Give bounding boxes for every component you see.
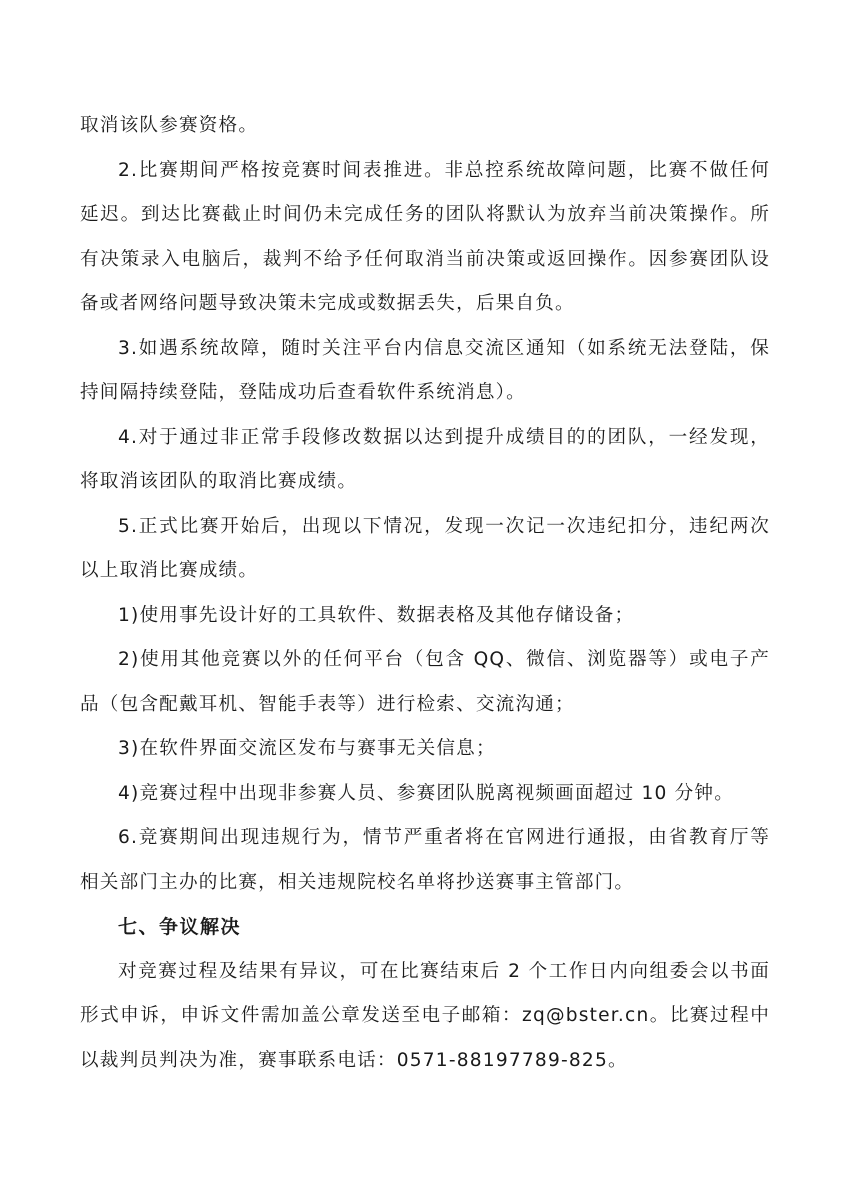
rule-item-4: 4.对于通过非正常手段修改数据以达到提升成绩目的的团队，一经发现，将取消该团队的取消比赛成绩。 [80, 426, 770, 492]
rule-item-3: 3.如遇系统故障，随时关注平台内信息交流区通知（如系统无法登陆，保持间隔持续登陆，登陆成功后查看软件系统消息）。 [80, 337, 770, 403]
sub-item-3: 3)在软件界面交流区发布与赛事无关信息； [118, 738, 496, 759]
sub-item-1: 1)使用事先设计好的工具软件、数据表格及其他存储设备； [118, 604, 635, 626]
paragraph-continuation: 取消该队参赛资格。 [80, 115, 259, 136]
dispute-paragraph: 对竞赛过程及结果有异议，可在比赛结束后 2 个工作日内向组委会以书面形式申诉，申诉文件需加盖公章发送至电子邮箱：zq@bster.cn。比赛过程中以裁判员判决为准，赛事联系电话：0571-88197789-825。 [80, 960, 770, 1071]
sub-item-2: 2)使用其他竞赛以外的任何平台（包含 QQ、微信、浏览器等）或电子产品（包含配戴耳机、智能手表等）进行检索、交流沟通； [80, 649, 770, 715]
sub-item-4: 4)竞赛过程中出现非参赛人员、参赛团队脱离视频画面超过 10 分钟。 [118, 782, 734, 804]
rule-item-6: 6.竞赛期间出现违规行为，情节严重者将在官网进行通报，由省教育厅等相关部门主办的比赛，相关违规院校名单将抄送赛事主管部门。 [80, 827, 770, 893]
rule-item-5: 5.正式比赛开始后，出现以下情况，发现一次记一次违纪扣分，违纪两次以上取消比赛成绩。 [80, 515, 770, 581]
rule-item-2: 2.比赛期间严格按竞赛时间表推进。非总控系统故障问题，比赛不做任何延迟。到达比赛截止时间仍未完成任务的团队将默认为放弃当前决策操作。所有决策录入电脑后，裁判不给予任何取消当前决策或返回操作。因参赛团队设备或者网络问题导致决策未完成或数据丢失，后果自负。 [80, 159, 770, 314]
document-body [80, 104, 770, 1083]
section-heading-dispute: 七、争议解决 [118, 916, 242, 938]
